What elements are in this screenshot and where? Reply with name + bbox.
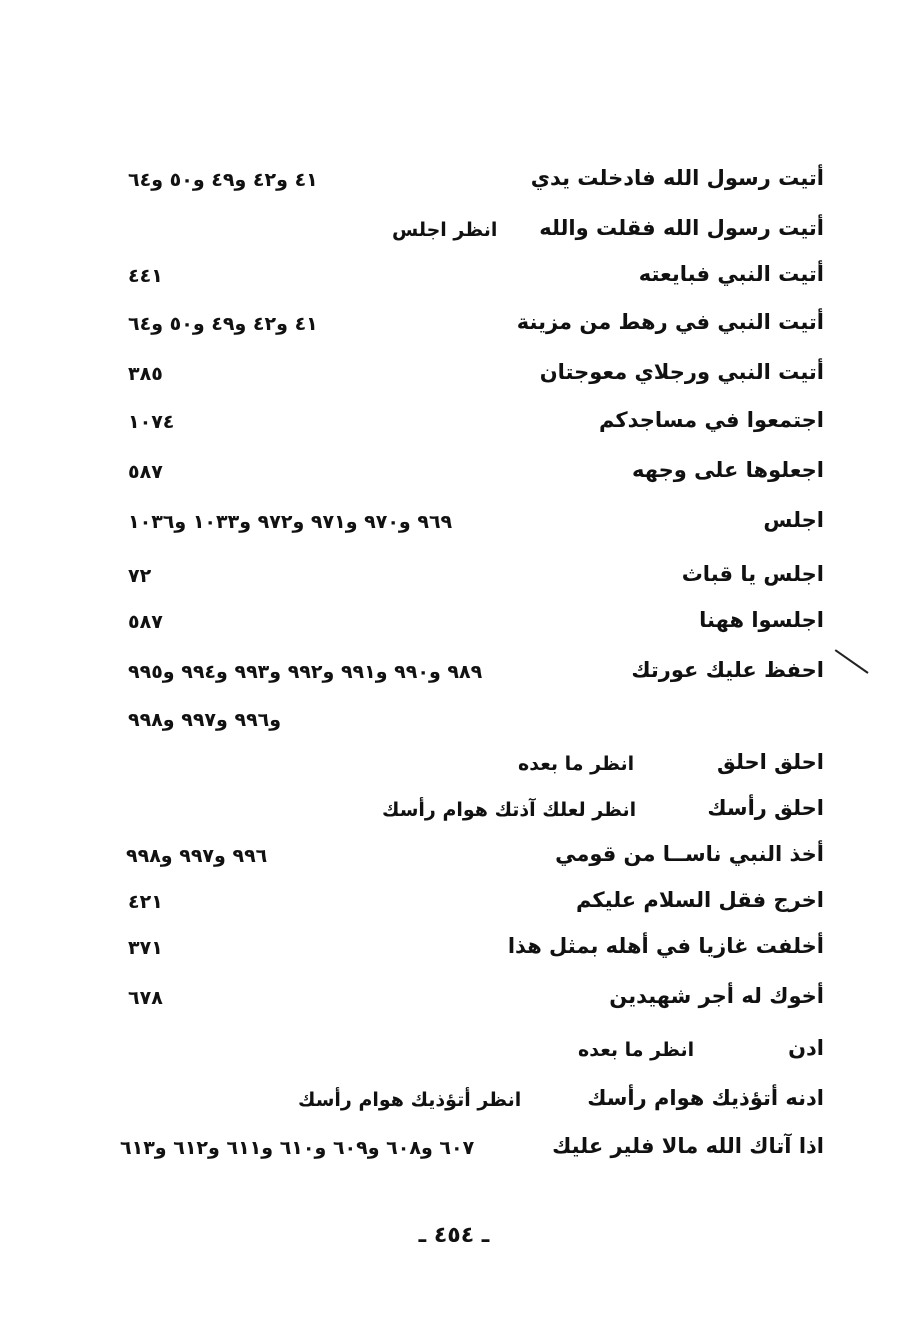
entry-cross-reference: انظر ما بعده xyxy=(518,753,635,775)
entry-reference: و٩٩٦ و٩٩٧ و٩٩٨ xyxy=(128,709,282,731)
index-entry xyxy=(0,790,908,830)
entry-reference: ٦٧٨ xyxy=(128,987,163,1009)
index-entry xyxy=(0,928,908,968)
entry-text: أخلفت غازيا في أهله بمثل هذا xyxy=(507,934,824,958)
entry-reference: ١٠٧٤ xyxy=(128,411,175,433)
entry-text: ادنه أتؤذيك هوام رأسك xyxy=(587,1086,824,1110)
index-entry xyxy=(0,556,908,596)
index-entry xyxy=(0,652,908,692)
entry-reference: ٤١ و٤٢ و٤٩ و٥٠ و٦٤ xyxy=(128,169,318,191)
index-entry xyxy=(0,978,908,1018)
entry-text: أتيت رسول الله فقلت والله xyxy=(539,216,824,240)
entry-reference: ٩٦٩ و٩٧٠ و٩٧١ و٩٧٢ و١٠٣٣ و١٠٣٦ xyxy=(128,511,453,533)
entry-text: أتيت النبي في رهط من مزينة xyxy=(516,310,824,334)
entry-cross-reference: انظر أتؤذيك هوام رأسك xyxy=(298,1089,522,1111)
index-entry xyxy=(0,452,908,492)
entry-text: ادن xyxy=(788,1036,824,1060)
entry-reference: ٦٠٧ و٦٠٨ و٦٠٩ و٦١٠ و٦١١ و٦١٢ و٦١٣ xyxy=(120,1137,475,1159)
entry-text: أتيت النبي فبايعته xyxy=(638,262,824,286)
entry-text: أخوك له أجر شهيدين xyxy=(609,984,824,1008)
entry-text: اجلس يا قباث xyxy=(681,562,824,586)
index-entry xyxy=(0,304,908,344)
entry-reference: ٥٨٧ xyxy=(128,611,163,633)
index-entry xyxy=(0,1080,908,1120)
index-entry xyxy=(0,1128,908,1168)
index-entry xyxy=(0,210,908,250)
entry-reference: ٣٧١ xyxy=(128,937,163,959)
index-entry xyxy=(0,836,908,876)
entry-cross-reference: انظر ما بعده xyxy=(578,1039,695,1061)
entry-text: اجلس xyxy=(763,508,824,532)
entry-text: اخرج فقل السلام عليكم xyxy=(575,888,824,912)
entry-text: احلق رأسك xyxy=(707,796,824,820)
index-entry xyxy=(0,160,908,200)
entry-reference: ٣٨٥ xyxy=(128,363,163,385)
entry-text: اذا آتاك الله مالا فلير عليك xyxy=(552,1134,824,1158)
entry-reference: ٤١ و٤٢ و٤٩ و٥٠ و٦٤ xyxy=(128,313,318,335)
entry-reference: ٧٢ xyxy=(128,565,152,587)
entry-text: اجتمعوا في مساجدكم xyxy=(598,408,824,432)
entry-text: احفظ عليك عورتك xyxy=(631,658,824,682)
entry-text: اجلسوا ههنا xyxy=(699,608,824,632)
entry-text: أخذ النبي ناســا من قومي xyxy=(555,842,824,866)
index-entry xyxy=(0,354,908,394)
index-entry xyxy=(0,744,908,784)
index-entry xyxy=(0,402,908,442)
entry-reference: ٥٨٧ xyxy=(128,461,163,483)
index-entry xyxy=(0,602,908,642)
entry-reference: ٤٤١ xyxy=(128,265,163,287)
page-number: ـ ٤٥٤ ـ xyxy=(418,1223,490,1248)
entry-reference: ٩٨٩ و٩٩٠ و٩٩١ و٩٩٢ و٩٩٣ و٩٩٤ و٩٩٥ xyxy=(128,661,483,683)
entry-reference: ٤٢١ xyxy=(128,891,163,913)
index-entry xyxy=(0,256,908,296)
index-entry xyxy=(0,1030,908,1070)
entry-text: أتيت رسول الله فادخلت يدي xyxy=(530,166,824,190)
index-entry xyxy=(0,882,908,922)
entry-text: اجعلوها على وجهه xyxy=(632,458,824,482)
index-entry-continuation xyxy=(0,700,908,740)
index-entry xyxy=(0,502,908,542)
entry-cross-reference: انظر لعلك آذتك هوام رأسك xyxy=(382,799,637,821)
entry-text: احلق احلق xyxy=(717,750,824,774)
entry-text: أتيت النبي ورجلاي معوجتان xyxy=(539,360,824,384)
entry-reference: ٩٩٦ و٩٩٧ و٩٩٨ xyxy=(126,845,268,867)
entry-cross-reference: انظر اجلس xyxy=(392,219,498,241)
